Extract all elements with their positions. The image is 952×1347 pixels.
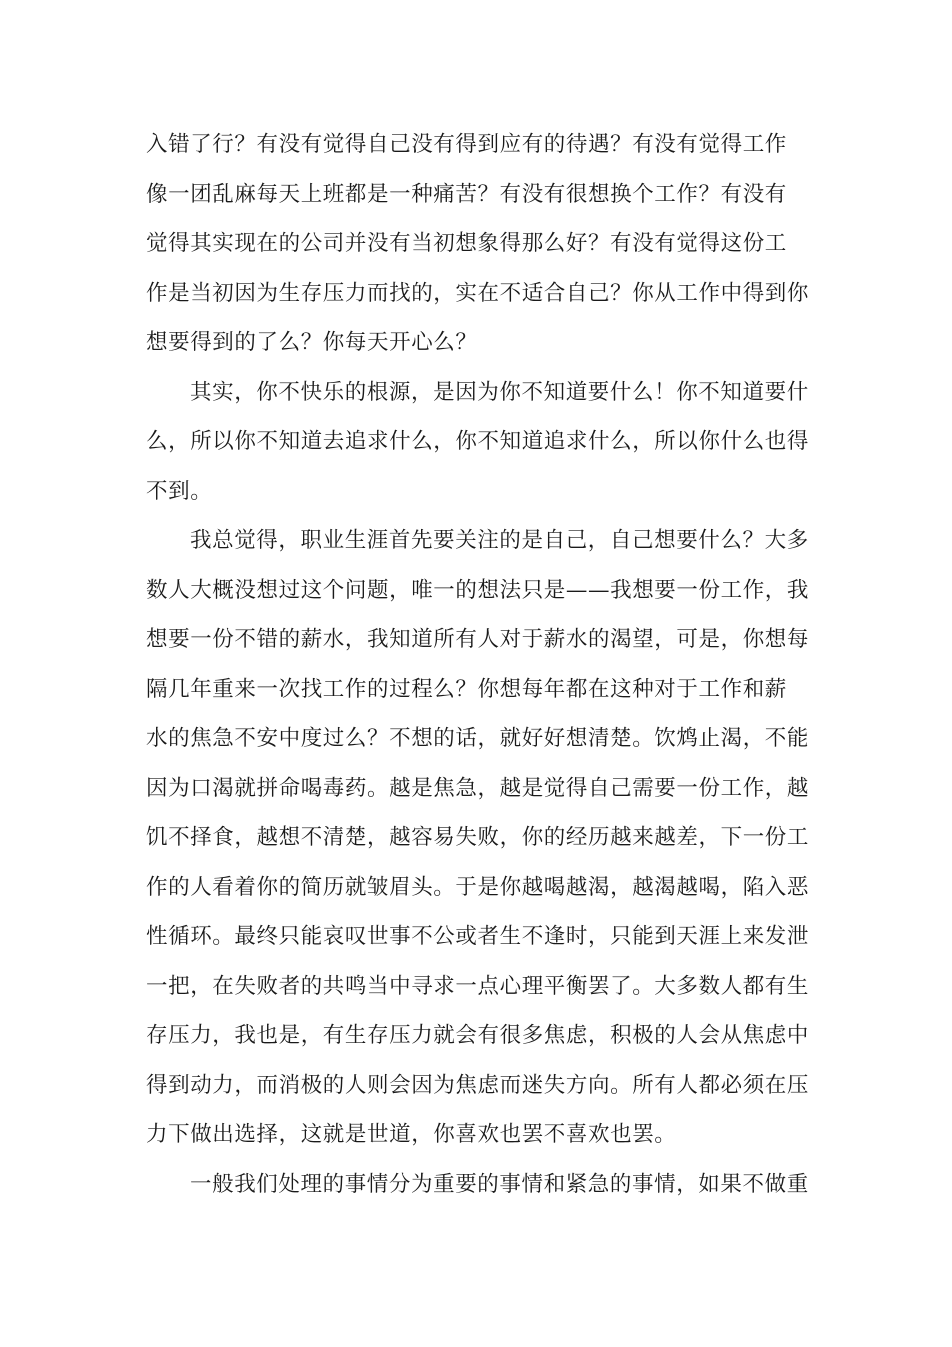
- text-line: 数人大概没想过这个问题，唯一的想法只是——我想要一份工作，我: [146, 577, 810, 603]
- text-line: 么，所以你不知道去追求什么，你不知道追求什么，所以你什么也得: [146, 429, 810, 454]
- text-line: 觉得其实现在的公司并没有当初想象得那么好？有没有觉得这份工: [146, 231, 787, 256]
- text-line: 得到动力，而消极的人则会因为焦虑而迷失方向。所有人都必须在压: [146, 1072, 810, 1098]
- text-line: 不到。: [146, 478, 213, 504]
- text-line: 存压力，我也是，有生存压力就会有很多焦虑，积极的人会从焦虑中: [146, 1023, 810, 1048]
- text-line: 想要得到的了么？你每天开心么？: [146, 330, 478, 355]
- text-line: 一把，在失败者的共鸣当中寻求一点心理平衡罢了。大多数人都有生: [146, 973, 810, 999]
- text-line: 隔几年重来一次找工作的过程么？你想每年都在这种对于工作和薪: [146, 676, 787, 702]
- text-line: 力下做出选择，这就是世道，你喜欢也罢不喜欢也罢。: [146, 1122, 677, 1147]
- text-line: 入错了行？有没有觉得自己没有得到应有的待遇？有没有觉得工作: [146, 132, 787, 157]
- paragraph-start-line: 一般我们处理的事情分为重要的事情和紧急的事情，如果不做重: [190, 1171, 809, 1197]
- paragraph-start-line: 我总觉得，职业生涯首先要关注的是自己，自己想要什么？大多: [190, 528, 809, 553]
- text-line: 像一团乱麻每天上班都是一种痛苦？有没有很想换个工作？有没有: [146, 181, 787, 207]
- text-line: 水的焦急不安中度过么？不想的话，就好好想清楚。饮鸩止渴，不能: [146, 726, 810, 751]
- text-line: 作是当初因为生存压力而找的，实在不适合自己？你从工作中得到你: [146, 280, 810, 306]
- text-line: 性循环。最终只能哀叹世事不公或者生不逢时，只能到天涯上来发泄: [146, 924, 810, 949]
- body-text: [146, 120, 812, 1209]
- text-line: 想要一份不错的薪水，我知道所有人对于薪水的渴望，可是，你想每: [146, 627, 810, 652]
- text-line: 因为口渴就拼命喝毒药。越是焦急，越是觉得自己需要一份工作，越: [146, 775, 810, 801]
- paragraph-start-line: 其实，你不快乐的根源，是因为你不知道要什么！你不知道要什: [190, 379, 809, 405]
- text-line: 作的人看着你的简历就皱眉头。于是你越喝越渴，越渴越喝，陷入恶: [146, 874, 810, 900]
- text-line: 饥不择食，越想不清楚，越容易失败，你的经历越来越差，下一份工: [146, 825, 810, 850]
